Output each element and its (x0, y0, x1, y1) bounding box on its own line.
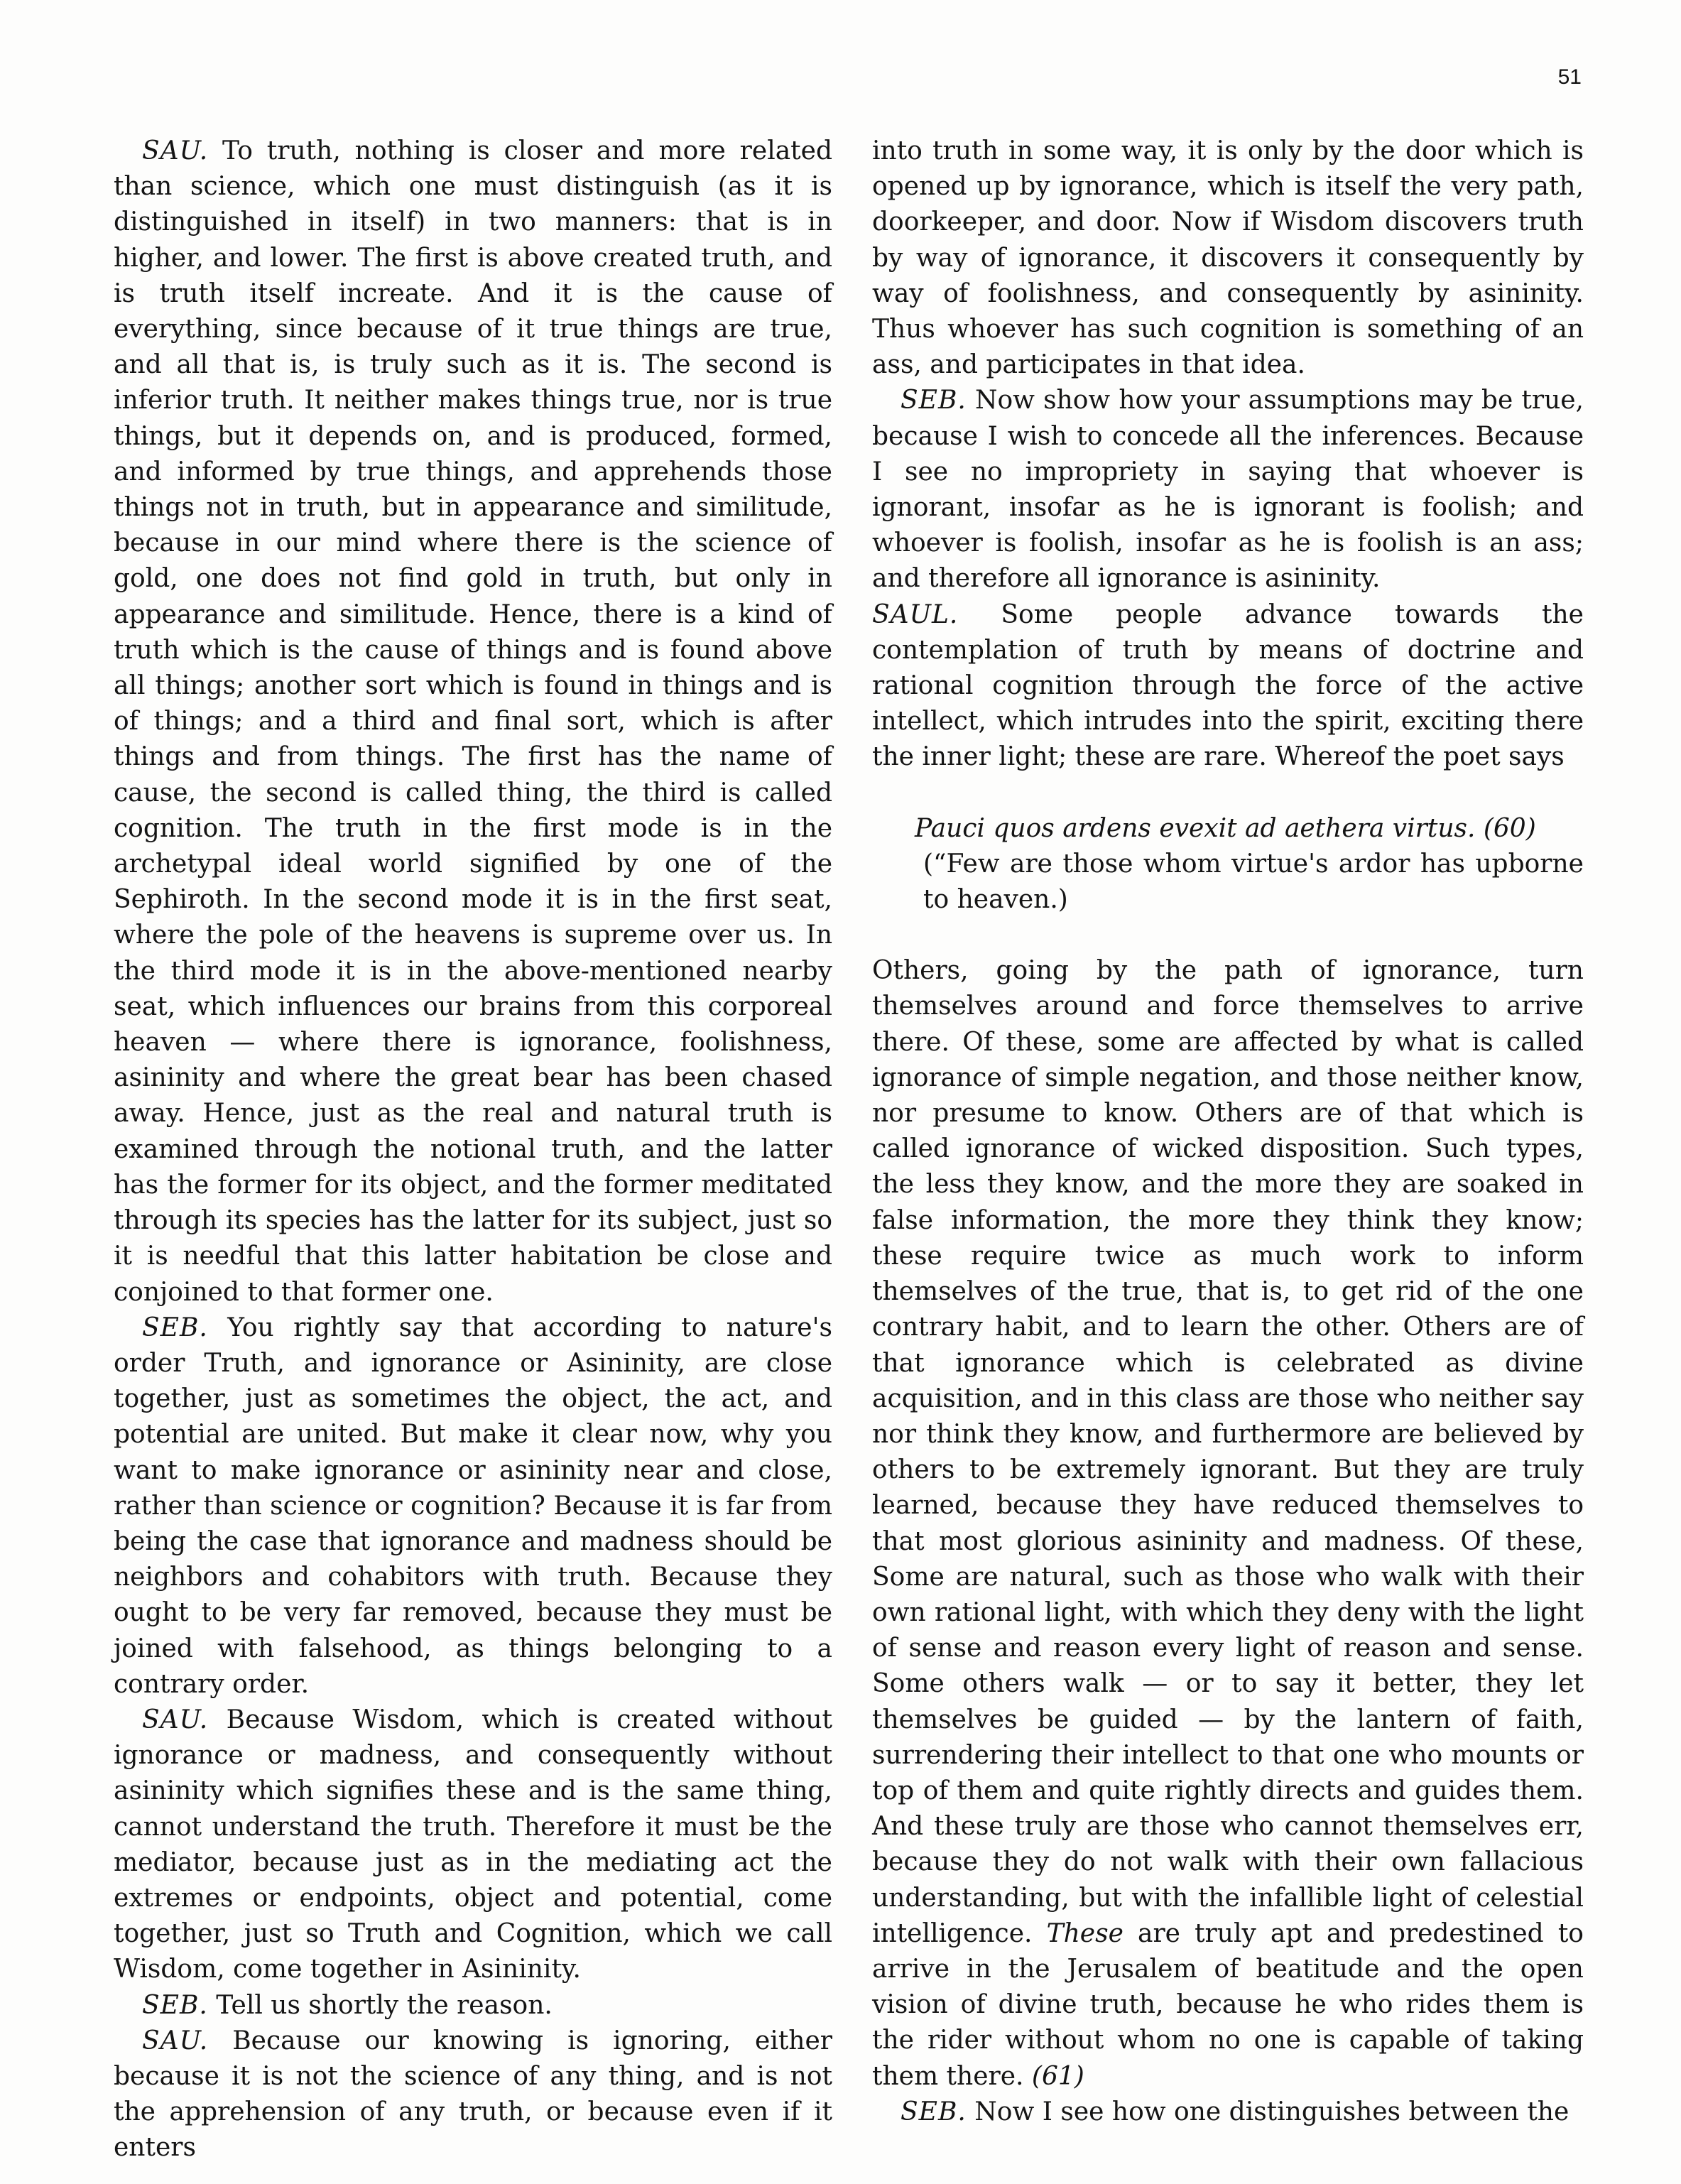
speaker-label: SEB. (901, 2097, 967, 2126)
paragraph-text: Others, going by the path of ignorance, turn themselves around and force themselves to arrive there. Of these, some are affected by what is called ignorance of simple negation, and those neither know, nor presume to know. Others are of that which is called ignorance of wicked disposition. Such types, the less they know, and the more they are soaked in false information, the more they think they know; these require twice as much work to inform themselves of the true, that is, to get rid of the one contrary habit, and to learn the other. Others are of that ignorance which is celebrated as divine acquisition, and in this class are those who neither say nor think they know, and furthermore are believed by others to be extremely ignorant. But they are truly learned, because they have reduced themselves to that most glorious asininity and madness. Of these, Some are natural, such as those who walk with their own rational light, with which they deny with the light of sense and reason every light of reason and sense. Some others walk — or to say it better, they let themselves be guided — by the lantern of faith, surrendering their intellect to that one who mounts or top of them and quite rightly directs and guides them. And these truly are those who cannot themselves err, because they do not walk with their own fallacious understanding, but with the infallible light of celestial intelligence. (872, 956, 1584, 1948)
paragraph-text: Now show how your assumptions may be true, because I wish to concede all the inferences. Because I see no impropriety in saying that whoever is ignorant, insofar as he is ignorant is foolish; and whoever is foolish, insofar as he is foolish is an ass; and therefore all ignorance is asininity. (872, 386, 1584, 594)
speaker-label: SAU. (142, 136, 209, 165)
paragraph-text: Because our knowing is ignoring, either because it is not the science of any thing, and is not the apprehension of any truth, or because even if it enters (114, 2026, 832, 2163)
paragraph-seb-3 (872, 383, 1584, 597)
paragraph-text: Tell us shortly the reason. (216, 1990, 553, 2020)
speaker-label: SEB. (142, 1313, 208, 1342)
verse-latin: Pauci quos ardens evexit ad aethera virtus. (60) (915, 813, 1536, 843)
paragraph-others (872, 953, 1584, 2095)
footnote-ref: (61) (1031, 2061, 1084, 2091)
paragraph-text: Some people advance towards the contemplation of truth by means of doctrine and rational cognition through the force of the active intellect, which intrudes into the spirit, exciting there the inner light; these are rare. Whereof the poet says (872, 599, 1584, 772)
paragraph-text: Because Wisdom, which is created without ignorance or madness, and consequently without asininity which signifies these and is the same thing, cannot understand the truth. Therefore it must be the mediator, because just as in the mediating act the extremes or endpoints, object and potential, come together, just so Truth and Cognition, which we call Wisdom, come together in Asininity. (114, 1705, 832, 1984)
verse-quote (915, 811, 1584, 918)
speaker-label: SEB. (901, 386, 967, 415)
paragraph-seb-1 (114, 1310, 832, 1702)
spacer (872, 776, 1584, 811)
speaker-label: SAU. (142, 1705, 209, 1734)
speaker-label: SEB. (142, 1990, 208, 2020)
spacer (872, 918, 1584, 953)
verse-english: (“Few are those whom virtue's ardor has upborne to heaven.) (923, 849, 1584, 915)
right-column (872, 134, 1584, 2130)
paragraph-sau-3 (114, 2023, 832, 2166)
paragraph-text: To truth, nothing is closer and more related than science, which one must distinguish (as it is distinguished in itself) in two manners: that is in higher, and lower. The first is above created truth, and is truth itself increate. And it is the cause of everything, since because of it true things are true, and all that is, is truly such as it is. The second is inferior truth. It neither makes things true, nor is true things, but it depends on, and is produced, formed, and informed by true things, and apprehends those things not in truth, but in appearance and similitude, because in our mind where there is the science of gold, one does not find gold in truth, but only in appearance and similitude. Hence, there is a kind of truth which is the cause of things and is found above all things; another sort which is found in things and is of things; and a third and final sort, which is after things and from things. The first has the name of cause, the second is called thing, the third is called cognition. The truth in the first mode is in the archetypal ideal world signified by one of the Sephiroth. In the second mode it is in the first seat, where the pole of the heavens is supreme over us. In the third mode it is in the above-mentioned nearby seat, which influences our brains from this corporeal heaven — where there is ignorance, foolishness, asininity and where the great bear has been chased away. Hence, just as the real and natural truth is examined through the notional truth, and the latter has the former for its object, and the former meditated through its species has the latter for its subject, just so it is needful that this latter habitation be close and conjoined to that former one. (114, 136, 832, 1307)
page-number: 51 (1557, 65, 1582, 89)
emphasis-word: These (1046, 1918, 1124, 1948)
paragraph-sau-1 (114, 134, 832, 1310)
speaker-label: SAUL. (872, 599, 959, 629)
paragraph-text: Now I see how one distinguishes between the (974, 2097, 1570, 2126)
paragraph-continuation: into truth in some way, it is only by the door which is opened up by ignorance, which is itself the very path, doorkeeper, and door. Now if Wisdom discovers truth by way of ignorance, it discovers it consequently by way of foolishness, and consequently by asininity. Thus whoever has such cognition is something of an ass, and participates in that idea. (872, 136, 1584, 380)
speaker-label: SAU. (142, 2026, 209, 2055)
left-column (114, 134, 832, 2166)
paragraph-saul (872, 597, 1584, 776)
paragraph-text: You rightly say that according to nature's order Truth, and ignorance or Asininity, are close together, just as sometimes the object, the act, and potential are united. But make it clear now, why you want to make ignorance or asininity near and close, rather than science or cognition? Because it is far from being the case that ignorance and madness should be neighbors and cohabitors with truth. Because they ought to be very far removed, because they must be joined with falsehood, as things belonging to a contrary order. (114, 1313, 832, 1699)
paragraph-seb-2 (114, 1988, 832, 2023)
paragraph-sau-2 (114, 1702, 832, 1988)
paragraph-seb-final (872, 2095, 1584, 2130)
paragraph-text: are truly apt and predestined to arrive in the Jerusalem of beatitude and the open vision of divine truth, because he who rides them is the rider without whom no one is capable of taking them there. (872, 1918, 1584, 2091)
